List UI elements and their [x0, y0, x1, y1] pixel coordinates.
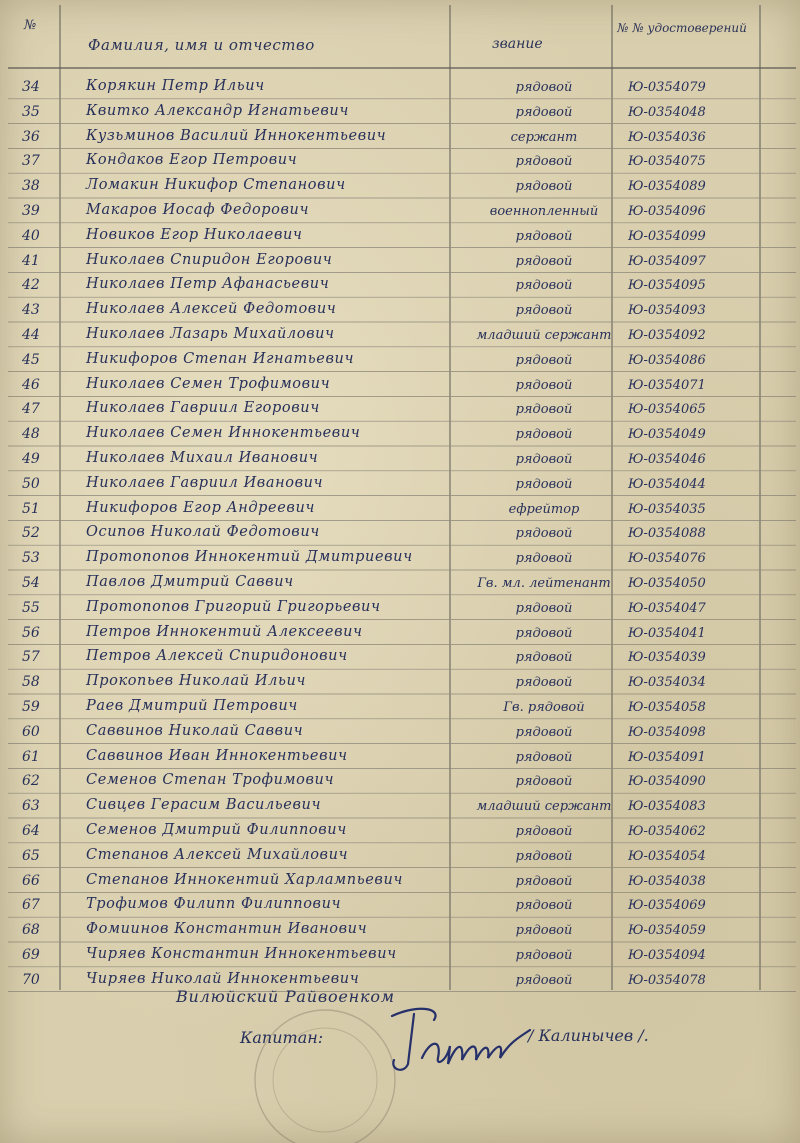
row-full-name: Саввинов Иван Иннокентьевич	[86, 747, 348, 764]
row-number: 39	[22, 203, 40, 219]
table-row	[0, 570, 800, 598]
table-row	[0, 644, 800, 672]
row-rank: Гв. мл. лейтенант	[477, 576, 611, 591]
row-certificate: Ю-0354069	[628, 898, 706, 914]
row-full-name: Сивцев Герасим Васильевич	[86, 797, 322, 814]
row-certificate: Ю-0354059	[628, 923, 706, 939]
row-number: 34	[22, 79, 40, 95]
table-row	[0, 198, 800, 226]
row-number: 52	[22, 525, 40, 542]
row-full-name: Николаев Михаил Иванович	[86, 450, 319, 466]
row-rank: рядовой	[515, 352, 573, 368]
row-certificate: Ю-0354076	[628, 551, 706, 567]
table-row	[0, 545, 800, 573]
row-full-name: Макаров Иосаф Федорович	[86, 202, 310, 218]
row-rank: рядовой	[515, 427, 573, 443]
row-number: 68	[22, 922, 40, 939]
row-certificate: Ю-0354050	[628, 576, 706, 591]
row-full-name: Осипов Николай Федотович	[86, 524, 320, 541]
table-row	[0, 124, 800, 152]
row-rank: рядовой	[515, 154, 573, 170]
row-certificate: Ю-0354054	[628, 848, 706, 864]
row-certificate: Ю-0354095	[628, 278, 706, 294]
row-rank: сержант	[510, 129, 578, 145]
row-certificate: Ю-0354089	[628, 179, 706, 195]
row-full-name: Чиряев Николай Иннокентьевич	[86, 970, 360, 987]
table-row	[0, 372, 800, 400]
row-rank: рядовой	[515, 303, 573, 319]
row-rank: рядовой	[515, 774, 573, 790]
row-full-name: Степанов Иннокентий Харлампьевич	[86, 871, 404, 888]
row-full-name: Никифоров Степан Игнатьевич	[86, 350, 355, 367]
row-rank: рядовой	[515, 179, 573, 195]
table-row	[0, 793, 800, 821]
row-rank: рядовой	[515, 873, 573, 889]
row-certificate: Ю-0354048	[628, 104, 706, 120]
row-number: 67	[22, 897, 40, 914]
row-full-name: Фомиинов Константин Иванович	[86, 921, 368, 938]
row-rank: рядовой	[515, 402, 573, 418]
row-full-name: Павлов Дмитрий Саввич	[86, 574, 294, 590]
row-full-name: Николаев Алексей Федотович	[86, 301, 337, 318]
military-office: Вилюйский Райвоенком	[176, 987, 395, 1006]
row-rank: рядовой	[515, 625, 573, 641]
row-certificate: Ю-0354099	[628, 228, 706, 244]
signatory-name: / Калинычев /.	[528, 1026, 649, 1045]
table-row	[0, 148, 800, 176]
row-rank: младший сержант	[476, 799, 612, 815]
row-number: 65	[22, 847, 40, 864]
signatory-rank: Капитан:	[240, 1028, 324, 1047]
row-certificate: Ю-0354044	[628, 476, 706, 492]
row-number: 66	[22, 872, 40, 889]
row-full-name: Трофимов Филипп Филиппович	[86, 896, 342, 913]
table-row	[0, 768, 800, 796]
row-full-name: Раев Дмитрий Петрович	[86, 698, 298, 714]
table-row	[0, 917, 800, 945]
row-number: 57	[22, 649, 40, 666]
table-row	[0, 868, 800, 896]
row-number: 35	[22, 103, 40, 120]
table-row	[0, 620, 800, 648]
row-certificate: Ю-0354036	[628, 129, 706, 145]
table-row	[0, 396, 800, 424]
row-certificate: Ю-0354092	[628, 328, 706, 343]
row-full-name: Степанов Алексей Михайлович	[86, 846, 349, 863]
row-rank: рядовой	[515, 724, 573, 740]
table-row	[0, 471, 800, 499]
header-certificate: № № удостоверений	[617, 21, 747, 35]
row-certificate: Ю-0354086	[628, 352, 706, 368]
row-number: 36	[22, 128, 40, 145]
table-row	[0, 694, 800, 722]
row-full-name: Протопопов Григорий Григорьевич	[86, 598, 381, 615]
row-number: 44	[22, 327, 40, 343]
row-certificate: Ю-0354034	[628, 675, 706, 691]
table-row	[0, 322, 800, 350]
row-number: 51	[22, 500, 40, 517]
row-certificate: Ю-0354075	[628, 154, 706, 170]
row-number: 63	[22, 798, 40, 815]
row-number: 69	[22, 947, 40, 963]
row-certificate: Ю-0354097	[628, 253, 706, 269]
row-certificate: Ю-0354078	[628, 972, 706, 988]
row-certificate: Ю-0354071	[628, 377, 706, 393]
row-rank: рядовой	[515, 749, 573, 765]
row-certificate: Ю-0354093	[628, 303, 706, 319]
header-rank: звание	[492, 36, 543, 52]
row-number: 61	[22, 748, 40, 765]
table-row	[0, 272, 800, 300]
row-rank: рядовой	[515, 278, 573, 294]
table-row	[0, 496, 800, 524]
table-row	[0, 446, 800, 474]
row-certificate: Ю-0354046	[628, 452, 706, 467]
row-number: 45	[22, 351, 40, 368]
row-rank: военнопленный	[489, 204, 599, 219]
row-certificate: Ю-0354035	[628, 501, 706, 517]
row-number: 38	[22, 178, 40, 195]
row-rank: рядовой	[515, 526, 573, 542]
row-full-name: Кузьминов Василий Иннокентьевич	[86, 127, 387, 144]
row-number: 37	[22, 153, 40, 170]
row-certificate: Ю-0354098	[628, 724, 706, 740]
row-number: 59	[22, 699, 40, 715]
row-rank: рядовой	[515, 452, 573, 467]
row-certificate: Ю-0354049	[628, 427, 706, 443]
row-full-name: Новиков Егор Николаевич	[86, 226, 303, 243]
row-full-name: Николаев Семен Иннокентьевич	[86, 425, 361, 442]
row-rank: Гв. рядовой	[503, 700, 585, 715]
row-full-name: Николаев Гавриил Иванович	[86, 474, 324, 491]
row-certificate: Ю-0354091	[628, 749, 706, 765]
table-row	[0, 248, 800, 276]
row-rank: рядовой	[515, 600, 573, 616]
table-row	[0, 942, 800, 970]
row-number: 54	[22, 575, 40, 591]
table-row	[0, 843, 800, 871]
row-full-name: Саввинов Николай Саввич	[86, 722, 304, 739]
row-number: 49	[22, 451, 40, 467]
row-number: 56	[22, 624, 40, 641]
row-rank: рядовой	[515, 551, 573, 567]
row-full-name: Николаев Семен Трофимович	[86, 375, 331, 392]
table-row	[0, 818, 800, 846]
row-number: 48	[22, 426, 40, 443]
row-certificate: Ю-0354079	[628, 80, 706, 95]
table-row	[0, 99, 800, 127]
row-rank: рядовой	[515, 848, 573, 864]
table-row	[0, 669, 800, 697]
row-number: 60	[22, 723, 40, 740]
row-rank: рядовой	[515, 923, 573, 939]
row-number: 55	[22, 599, 40, 616]
row-certificate: Ю-0354088	[628, 526, 706, 542]
table-row	[0, 520, 800, 548]
row-certificate: Ю-0354041	[628, 625, 706, 641]
row-number: 53	[22, 550, 40, 567]
table-row	[0, 421, 800, 449]
row-rank: ефрейтор	[508, 501, 580, 517]
table-row	[0, 347, 800, 375]
row-certificate: Ю-0354083	[628, 799, 706, 815]
row-rank: рядовой	[515, 253, 573, 269]
row-rank: рядовой	[515, 972, 573, 988]
row-full-name: Чиряев Константин Иннокентьевич	[86, 946, 397, 962]
row-full-name: Никифоров Егор Андреевич	[86, 499, 316, 516]
row-rank: рядовой	[515, 80, 573, 95]
row-number: 70	[22, 971, 40, 988]
row-full-name: Квитко Александр Игнатьевич	[86, 102, 349, 119]
header-number: №	[24, 18, 37, 33]
row-certificate: Ю-0354038	[628, 873, 706, 889]
row-number: 64	[22, 823, 40, 839]
row-number: 62	[22, 773, 40, 790]
row-rank: рядовой	[515, 104, 573, 120]
table-row	[0, 74, 800, 102]
row-number: 42	[22, 277, 40, 294]
row-number: 41	[22, 252, 40, 269]
round-stamp	[250, 1005, 400, 1143]
row-rank: рядовой	[515, 898, 573, 914]
table-row	[0, 595, 800, 623]
row-full-name: Семенов Степан Трофимович	[86, 772, 335, 789]
row-rank: рядовой	[515, 650, 573, 666]
row-full-name: Протопопов Иннокентий Дмитриевич	[86, 549, 413, 566]
row-certificate: Ю-0354062	[628, 824, 706, 839]
row-full-name: Николаев Лазарь Михайлович	[86, 326, 335, 342]
row-number: 50	[22, 475, 40, 492]
row-certificate: Ю-0354096	[628, 204, 706, 219]
row-full-name: Кондаков Егор Петрович	[86, 152, 298, 169]
row-number: 58	[22, 674, 40, 691]
row-full-name: Семенов Дмитрий Филиппович	[86, 822, 347, 838]
row-certificate: Ю-0354039	[628, 650, 706, 666]
table-row	[0, 719, 800, 747]
row-full-name: Николаев Гавриил Егорович	[86, 400, 320, 417]
row-number: 46	[22, 376, 40, 393]
table-row	[0, 173, 800, 201]
table-row	[0, 892, 800, 920]
row-full-name: Петров Алексей Спиридонович	[86, 648, 348, 665]
row-number: 47	[22, 401, 40, 418]
row-number: 43	[22, 302, 40, 319]
row-rank: младший сержант	[476, 328, 612, 343]
row-rank: рядовой	[515, 377, 573, 393]
table-row	[0, 744, 800, 772]
row-certificate: Ю-0354090	[628, 774, 706, 790]
row-rank: рядовой	[515, 948, 573, 963]
row-full-name: Николаев Петр Афанасьевич	[86, 276, 330, 293]
table-row	[0, 967, 800, 995]
table-row	[0, 223, 800, 251]
row-rank: рядовой	[515, 476, 573, 492]
row-full-name: Корякин Петр Ильич	[86, 78, 265, 94]
row-certificate: Ю-0354047	[628, 600, 706, 616]
row-certificate: Ю-0354094	[628, 948, 706, 963]
handwritten-signature	[380, 1000, 540, 1080]
row-rank: рядовой	[515, 824, 573, 839]
table-row	[0, 297, 800, 325]
row-number: 40	[22, 227, 40, 244]
row-certificate: Ю-0354058	[628, 700, 706, 715]
row-certificate: Ю-0354065	[628, 402, 706, 418]
row-rank: рядовой	[515, 675, 573, 691]
row-full-name: Ломакин Никифор Степанович	[86, 177, 346, 194]
header-name: Фамилия, имя и отчество	[88, 36, 315, 54]
row-full-name: Петров Иннокентий Алексеевич	[86, 623, 363, 640]
row-full-name: Прокопьев Николай Ильич	[86, 673, 307, 690]
row-rank: рядовой	[515, 228, 573, 244]
row-full-name: Николаев Спиридон Егорович	[86, 251, 333, 268]
